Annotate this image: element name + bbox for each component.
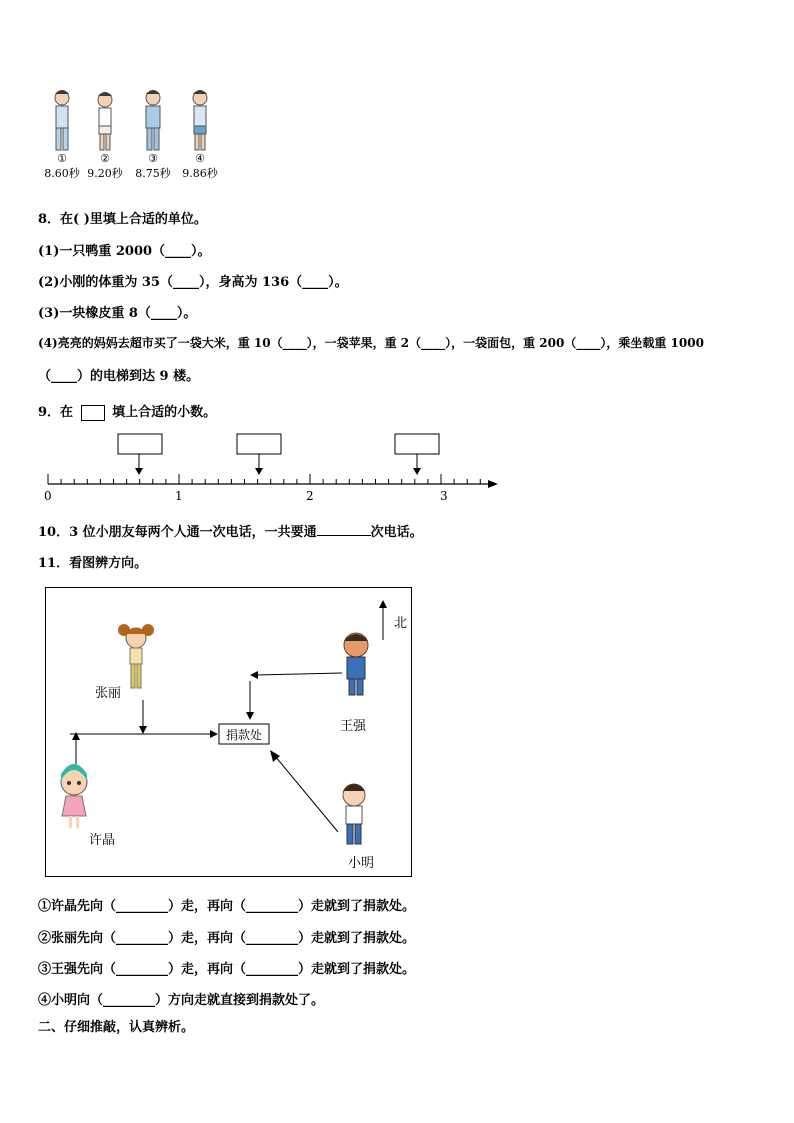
direction-map xyxy=(45,587,412,877)
answer-box-3[interactable] xyxy=(395,434,439,454)
q8-item-3: (3)一块橡皮重 8（____）。 xyxy=(38,306,197,321)
q8-title: 8．在( )里填上合适的单位。 xyxy=(38,212,207,227)
tick-label-0: 0 xyxy=(44,489,52,503)
tick-label-3: 3 xyxy=(440,489,448,503)
runner-2-label: ② 9.20秒 xyxy=(87,152,123,180)
q11-question-4: ④小明向（________）方向走就直接到捐款处了。 xyxy=(38,993,325,1008)
q10-pre: 10．3 位小朋友每两个人通一次电话，一共要通 xyxy=(38,525,317,540)
q10-text xyxy=(38,521,423,540)
xiaoming-label: 小明 xyxy=(348,856,375,871)
wangqiang-label: 王强 xyxy=(340,719,367,734)
q11-question-3: ③王强先向（________）走，再向（________）走就到了捐款处。 xyxy=(38,962,416,977)
wangqiang-figure xyxy=(344,633,368,695)
q8-item-2: (2)小刚的体重为 35（____），身高为 136（____）。 xyxy=(38,275,348,290)
runner-3-figure xyxy=(146,90,160,150)
answer-box-1[interactable] xyxy=(118,434,162,454)
runner-4-label: ④ 9.86秒 xyxy=(182,152,218,180)
north-label: 北 xyxy=(394,616,408,631)
answer-box-2[interactable] xyxy=(237,434,281,454)
q8-item-4-cont: （____）的电梯到达 9 楼。 xyxy=(38,369,200,384)
xujing-figure xyxy=(61,764,87,828)
q9-title xyxy=(38,401,216,421)
zhangli-figure xyxy=(118,624,154,688)
tick-label-1: 1 xyxy=(175,489,183,503)
runner-3-label: ③ 8.75秒 xyxy=(135,152,171,180)
number-line xyxy=(38,428,508,508)
q9-title-post: 填上合适的小数。 xyxy=(112,405,217,420)
q8-item-1: (1)一只鸭重 2000（____）。 xyxy=(38,244,211,259)
runner-4-figure xyxy=(193,90,207,150)
q11-title: 11．看图辨方向。 xyxy=(38,556,148,571)
runner-2-figure xyxy=(98,92,112,150)
q9-box-icon xyxy=(81,405,105,421)
runner-1-figure xyxy=(55,90,69,150)
north-arrow-icon xyxy=(379,600,387,608)
runners-figure xyxy=(40,88,230,183)
xujing-label: 许晶 xyxy=(89,833,116,848)
axis-arrow xyxy=(488,480,498,488)
runners-illustration xyxy=(40,88,230,156)
zhangli-label: 张丽 xyxy=(95,686,122,701)
q10-blank[interactable] xyxy=(317,535,371,536)
runner-1-label: ① 8.60秒 xyxy=(44,152,80,180)
q11-question-1: ①许晶先向（________）走，再向（________）走就到了捐款处。 xyxy=(38,899,416,914)
tick-label-2: 2 xyxy=(306,489,314,503)
q10-post: 次电话。 xyxy=(370,525,423,540)
section-2-title: 二、仔细推敲，认真辨析。 xyxy=(38,1020,195,1035)
axis-ticks xyxy=(48,474,480,484)
donation-box-label: 捐款处 xyxy=(225,728,262,742)
q9-title-pre: 9．在 xyxy=(38,405,74,420)
q8-item-4: (4)亮亮的妈妈去超市买了一袋大米，重 10（____），一袋苹果，重 2（____），一袋面包，重 200（____），乘坐载重 1000 xyxy=(38,336,704,350)
q11-question-2: ②张丽先向（________）走，再向（________）走就到了捐款处。 xyxy=(38,931,416,946)
xiaoming-figure xyxy=(343,784,365,844)
